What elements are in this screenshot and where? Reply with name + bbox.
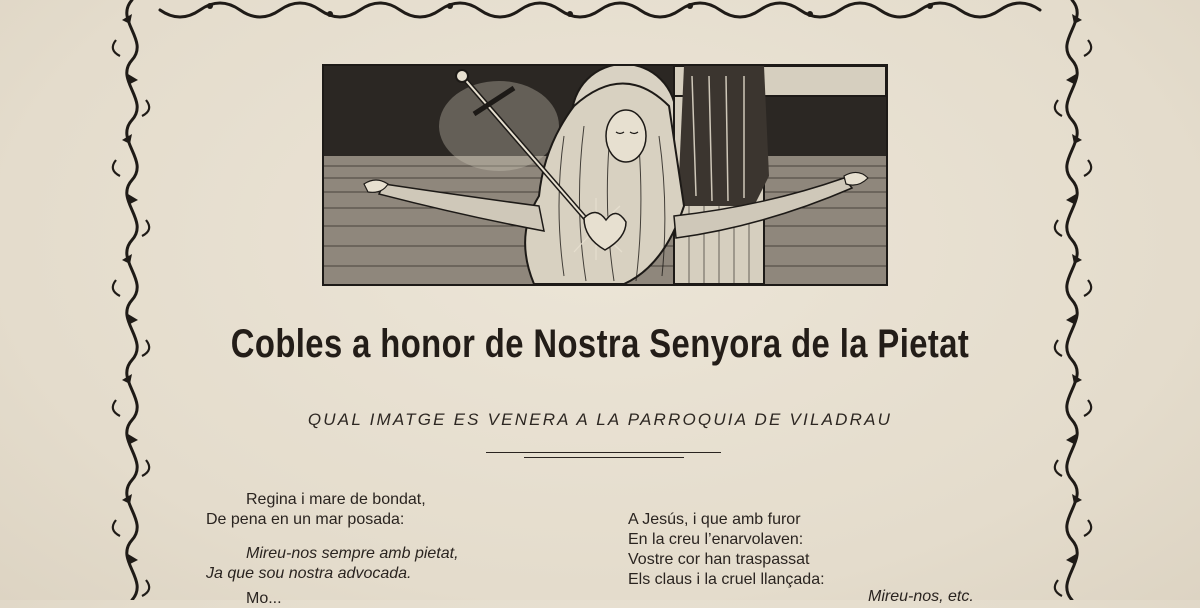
engraving-illustration <box>322 64 888 286</box>
verse-column-left <box>206 490 459 584</box>
verse-line: Regina i mare de bondat, <box>246 491 426 508</box>
refrain-line: Ja que sou nostra advocada. <box>206 565 412 582</box>
verse-line: En la creu l’enarvolaven: <box>628 531 804 548</box>
page-title: Cobles a honor de Nostra Senyora de la Pietat <box>230 322 970 366</box>
refrain-line: Mireu-nos sempre amb pietat, <box>246 545 459 562</box>
verse-line: Els claus i la cruel llançada: <box>628 571 825 588</box>
verse-line-partial: Mo... <box>246 590 282 607</box>
ornamental-border-top <box>150 0 1050 22</box>
ornamental-border-right <box>1046 0 1102 600</box>
verse-line: A Jesús, i que amb furor <box>628 511 801 528</box>
verse-column-right <box>628 510 825 590</box>
refrain-line: Mireu-nos, etc. <box>868 588 974 605</box>
title-divider <box>486 452 721 460</box>
page-subtitle: QUAL IMATGE ES VENERA A LA PARROQUIA DE VILADRAU <box>307 410 893 429</box>
verse-line: De pena en un mar posada: <box>206 511 405 528</box>
verse-line: Vostre cor han traspassat <box>628 551 810 568</box>
ornamental-border-left <box>102 0 158 600</box>
